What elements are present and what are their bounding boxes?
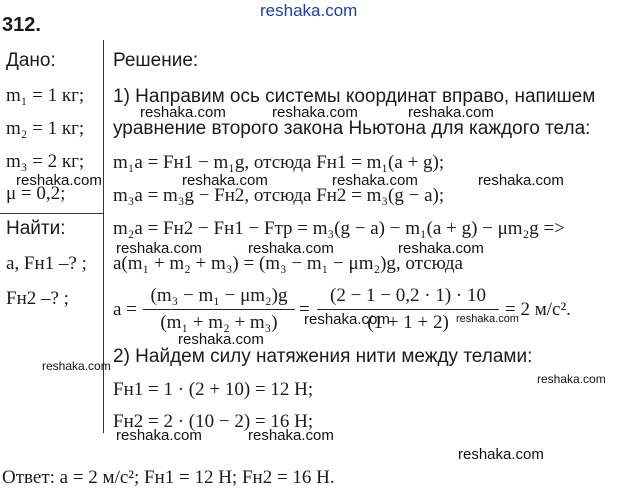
answer-line: Ответ: a = 2 м/с²; Fн1 = 12 Н; Fн2 = 16 Н. [2,467,335,488]
watermark: reshaka.com [458,446,544,463]
equation-4: a(m₁ + m₂ + m₃) = (m₃ − m₁ − μm₂)g, отсюда [113,253,463,274]
step1-line2: уравнение второго закона Ньютона для каждого тела: [113,118,591,139]
watermark: reshaka.com [537,372,606,386]
watermark: reshaka.com [398,240,484,257]
fraction-numeric-denominator: (1 + 1 + 2) [367,312,449,333]
watermark: reshaka.com [182,172,268,189]
step2-line: 2) Найдем силу натяжения нити между телами: [113,346,533,367]
fraction-numeric-numerator: (2 − 1 − 0,2 · 1) · 10 [330,285,486,306]
watermark: reshaka.com [42,359,111,373]
watermark: reshaka.com [332,172,418,189]
equation-2: m₃a = m₃g − Fн2, отсюда Fн2 = m₃(g − a); [113,185,445,206]
given-line-m1: m₁ = 1 кг; [6,85,85,106]
equation-5-lhs: a = [113,299,137,320]
watermark: reshaka.com [456,313,519,325]
watermark: reshaka.com [116,427,202,444]
solution-title: Решение: [113,50,199,71]
fraction-symbolic-bar [143,309,295,310]
equation-1: m₁a = Fн1 − m₁g, отсюда Fн1 = m₁(a + g); [113,152,445,173]
given-line-mu: μ = 0,2; [6,183,66,204]
watermark-top: reshaka.com [260,1,358,20]
equation-3: m₂a = Fн2 − Fн1 − Fтр = m₃(g − a) − m₁(a + g) − μm₂g => [113,218,565,239]
find-line-1: a, Fн1 –? ; [6,253,87,274]
equation-5-result: = 2 м/с². [505,299,571,320]
given-line-m3: m₃ = 2 кг; [6,151,85,172]
step1-line1: 1) Направим ось системы координат вправо, напишем [113,86,596,107]
watermark: reshaka.com [408,104,494,121]
find-title: Найти: [6,218,66,239]
equation-6: Fн1 = 1 · (2 + 10) = 12 Н; [113,379,314,400]
given-line-m2: m₂ = 1 кг; [6,118,85,139]
fraction-symbolic-denominator: (m₁ + m₂ + m₃) [160,312,278,333]
fraction-symbolic-numerator: (m₃ − m₁ − μm₂)g [150,285,288,306]
watermark: reshaka.com [272,104,358,121]
vertical-divider [103,40,104,433]
find-line-2: Fн2 –? ; [6,288,69,309]
fraction-numeric-bar [317,309,499,310]
given-title: Дано: [6,50,56,71]
watermark: reshaka.com [16,172,102,189]
watermark: reshaka.com [248,427,334,444]
fraction-symbolic [143,285,295,334]
watermark: reshaka.com [304,311,390,328]
horizontal-divider [0,213,103,214]
equation-5-equals: = [299,299,310,320]
equation-7: Fн2 = 2 · (10 − 2) = 16 Н; [113,411,314,432]
problem-number: 312. [2,14,41,36]
watermark: reshaka.com [178,331,264,348]
watermark: reshaka.com [140,104,226,121]
watermark: reshaka.com [116,240,202,257]
watermark: reshaka.com [248,240,334,257]
watermark: reshaka.com [478,172,564,189]
